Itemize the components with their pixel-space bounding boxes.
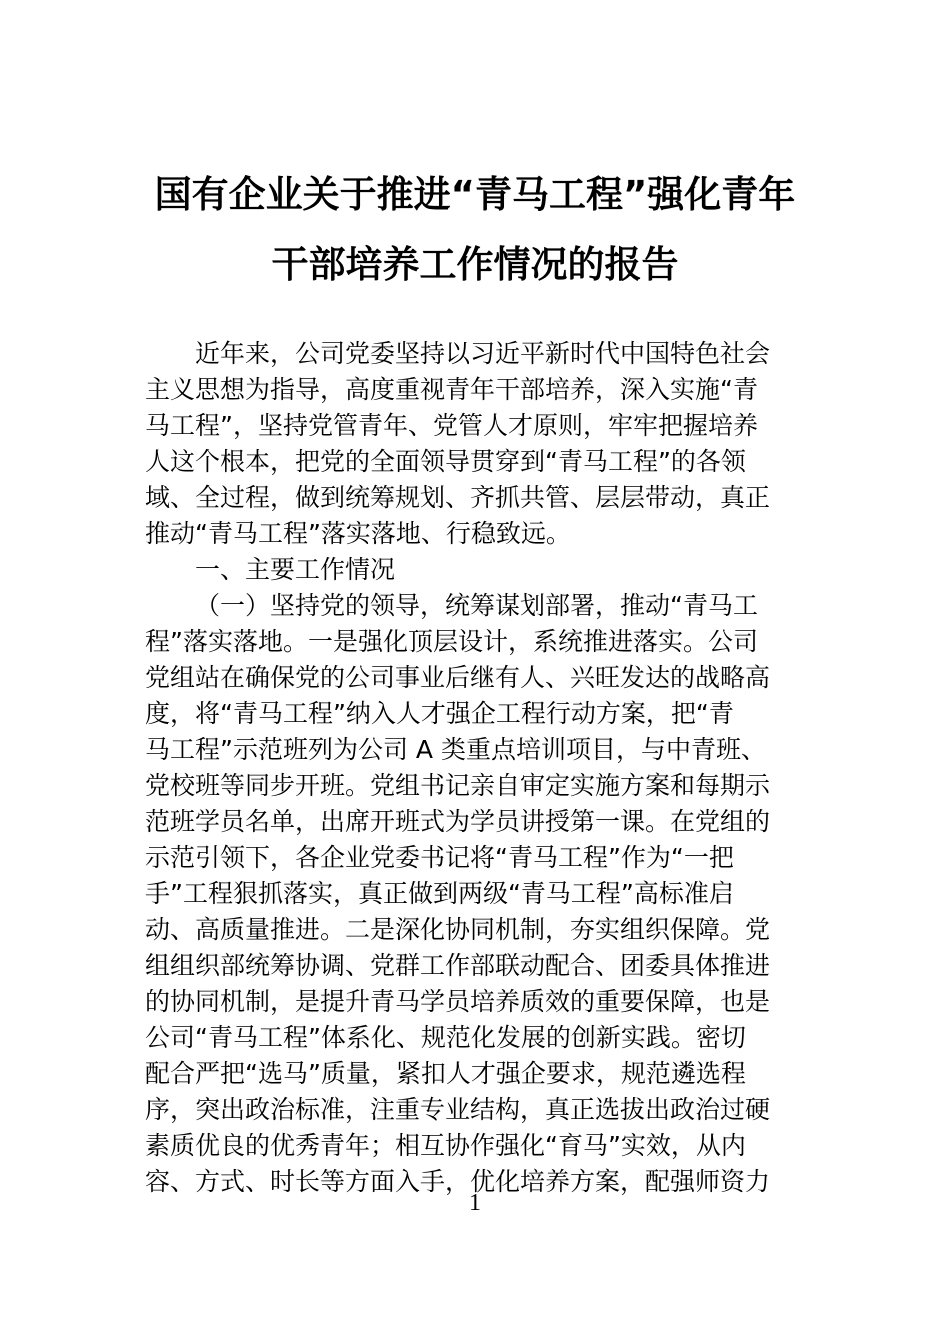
body-line: 序，突出政治标准，注重专业结构，真正选拔出政治过硬 — [145, 1095, 771, 1124]
document-title-line-2: 干部培养工作情况的报告 — [271, 243, 679, 286]
body-line: 推动“青马工程”落实落地、行稳致远。 — [145, 519, 571, 548]
body-line: 域、全过程，做到统筹规划、齐抓共管、层层带动，真正 — [145, 483, 771, 512]
body-line: 手”工程狠抓落实，真正做到两级“青马工程”高标准启 — [145, 879, 734, 908]
body-line: 组组织部统筹协调、党群工作部联动配合、团委具体推进 — [145, 951, 771, 980]
body-line: 党校班等同步开班。党组书记亲自审定实施方案和每期示 — [145, 771, 771, 800]
body-line: 素质优良的优秀青年；相互协作强化“育马”实效，从内 — [145, 1131, 746, 1160]
body-line: 主义思想为指导，高度重视青年干部培养，深入实施“青 — [145, 375, 758, 404]
body-line: 程”落实落地。一是强化顶层设计，系统推进落实。公司 — [145, 627, 758, 656]
page-number: 1 — [469, 1190, 481, 1216]
document-body — [145, 336, 825, 1200]
section-heading: 一、主要工作情况 — [195, 555, 396, 584]
body-line: 公司“青马工程”体系化、规范化发展的创新实践。密切 — [145, 1023, 746, 1052]
body-line: 人这个根本，把党的全面领导贯穿到“青马工程”的各领 — [145, 447, 746, 476]
body-line: 范班学员名单，出席开班式为学员讲授第一课。在党组的 — [145, 807, 771, 836]
body-line: 近年来，公司党委坚持以习近平新时代中国特色社会 — [195, 339, 771, 368]
body-line: 示范引领下，各企业党委书记将“青马工程”作为“一把 — [145, 843, 734, 872]
body-line: 配合严把“选马”质量，紧扣人才强企要求，规范遴选程 — [145, 1059, 746, 1088]
body-line: 度，将“青马工程”纳入人才强企工程行动方案，把“青 — [145, 699, 734, 728]
body-line: 的协同机制，是提升青马学员培养质效的重要保障，也是 — [145, 987, 771, 1016]
body-line: 党组站在确保党的公司事业后继有人、兴旺发达的战略高 — [145, 663, 771, 692]
body-line: 马工程”示范班列为公司 A 类重点培训项目，与中青班、 — [145, 735, 766, 764]
body-line: 容、方式、时长等方面入手，优化培养方案，配强师资力 — [145, 1167, 771, 1196]
body-line: 马工程”，坚持党管青年、党管人才原则，牢牢把握培养 — [145, 411, 758, 440]
body-line: （一）坚持党的领导，统筹谋划部署，推动“青马工 — [195, 591, 758, 620]
body-line: 动、高质量推进。二是深化协同机制，夯实组织保障。党 — [145, 915, 771, 944]
document-title-line-1: 国有企业关于推进“青马工程”强化青年 — [154, 173, 796, 216]
